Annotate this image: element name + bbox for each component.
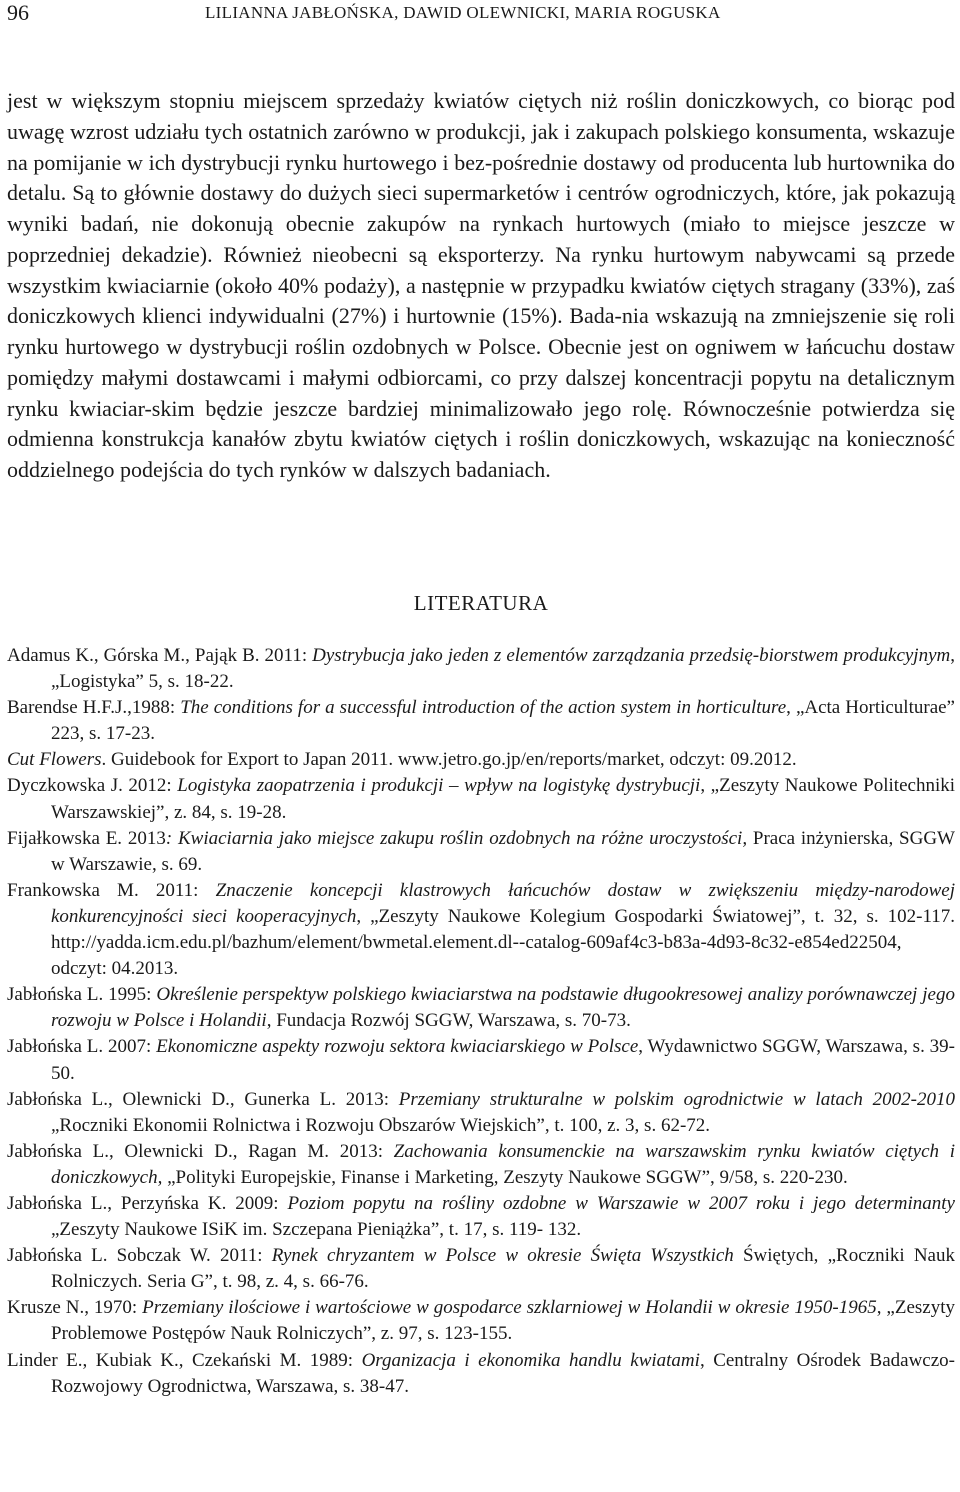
header-authors: LILIANNA JABŁOŃSKA, DAWID OLEWNICKI, MARIA ROGUSKA [205,3,721,22]
ref-source: , „Acta Horticulturae” 223, s. 17-23. [51,697,955,745]
ref-source: „Polityki Europejskie, Finanse i Marketing, Zeszyty Naukowe SGGW”, 9/58, s. 220-230. [162,1166,848,1188]
ref-source: „Roczniki Ekonomii Rolnictwa i Rozwoju Obszarów Wiejskich”, t. 100, z. 3, s. 62-72. [51,1114,711,1136]
running-header [7,0,955,40]
ref-authors: Jabłońska L. 1995: [7,984,157,1006]
ref-title: Rynek chryzantem w Polsce w okresie Święta Wszystkich [271,1245,734,1267]
ref-source: , „Zeszyty Problemowe Postępów Nauk Rolniczych”, z. 97, s. 123-155. [51,1297,956,1345]
ref-authors: Krusze N., 1970: [7,1297,143,1319]
reference-item [7,773,955,825]
ref-source: Praca inżynierska, SGGW w Warszawie, s. 69. [51,827,955,875]
reference-item [7,1243,955,1295]
ref-source: Świętych, „Roczniki Nauk Rolniczych. Seria G”, t. 98, z. 4, s. 66-76. [51,1245,955,1293]
ref-title: Przemiany ilościowe i wartościowe w gospodarce szklarniowej w Holandii w okresie 1950-1965 [142,1297,877,1319]
ref-source: , Fundacja Rozwój SGGW, Warszawa, s. 70-73. [266,1010,631,1032]
ref-title: Przemiany strukturalne w polskim ogrodnictwie w latach 2002-2010 [398,1088,955,1110]
ref-title: Znaczenie koncepcji klastrowych łańcuchów dostaw w zwiększeniu między-narodowej konkurencyjności sieci kooperacyjnych [51,879,956,927]
ref-authors: Jabłońska L., Olewnicki D., Ragan M. 2013: [7,1140,394,1162]
ref-authors: Jabłońska L. Sobczak W. 2011: [7,1245,272,1267]
page [7,0,956,1397]
ref-title: Dystrybucja jako jeden z elementów zarządzania przedsię-biorstwem produkcyjnym [312,645,951,666]
ref-title: Logistyka zaopatrzenia i produkcji – wpływ na logistykę dystrybucji [177,775,701,797]
ref-authors: Jabłońska L., Perzyńska K. 2009: [7,1192,288,1214]
ref-title: Cut Flowers [7,749,102,771]
body-paragraph: jest w większym stopniu miejscem sprzedaży kwiatów ciętych niż roślin doniczkowych, co biorąc pod uwagę wzrost udziału tych ostatnich zarówno w produkcji, jak i zakupach polskiego konsumenta, wskazuje na pomijanie w ich dystrybucji rynku hurtowego i bez-pośrednie dostawy od producenta lub hurtownika do detalu. Są to głównie dostawy do dużych sieci supermarketów i centrów ogrodniczych, które, jak pokazują wyniki badań, nie dokonują obecnie zakupów na rynkach hurtowych (miało to miejsce jeszcze w poprzedniej dekadzie). Również nieobecni są eksporterzy. Na rynku hurtowym nabywcami są przede wszystkim kwiaciarnie (około 40% podaży), a następnie w przypadku kwiatów ciętych stragany (33%), zaś doniczkowych klienci indywidualni (27%) i hurtownie (15%). Bada-nia wskazują na zmniejszenie się roli rynku hurtowego w dystrybucji roślin ozdobnych w Polsce. Obecnie jest on ogniwem w łańcuchu dostaw pomiędzy małymi dostawcami i małymi odbiorcami, co przy dalszej koncentracji popytu na detalicznym rynku kwiaciar-skim będzie jeszcze bardziej minimalizowało jego rolę. Równocześnie potwierdza się odmienna konstrukcja kanałów zbytu kwiatów ciętych i roślin doniczkowych, wskazując na konieczność oddzielnego podejścia do tych rynków w dalszych badaniach. [7,88,955,482]
ref-source: , Centralny Ośrodek Badawczo-Rozwojowy Ogrodnictwa, Warszawa, s. 38-47. [51,1349,955,1397]
ref-authors: Jabłońska L. 2007: [7,1036,157,1058]
ref-title: Organizacja i ekonomika handlu kwiatami [361,1349,700,1371]
ref-source: , Wydawnictwo SGGW, Warszawa, s. 39-50. [51,1036,955,1084]
ref-source: , „Zeszyty Naukowe Politechniki Warszawskiej”, z. 84, s. 19-28. [51,775,956,823]
ref-authors: Barendse H.F.J.,1988: [7,697,181,719]
reference-item [7,1087,955,1139]
ref-authors: Dyczkowska J. 2012: [7,775,178,797]
ref-source: „Zeszyty Naukowe ISiK im. Szczepana Pieniążka”, t. 17, s. 119- 132. [51,1219,582,1241]
literature-heading: LITERATURA [413,591,549,615]
ref-authors: Fijałkowska E. 2013 [7,827,166,849]
ref-source: . Guidebook for Export to Japan 2011. www.jetro.go.jp/en/reports/market, odczyt: 09.2012. [101,749,797,771]
ref-authors: Jabłońska L., Olewnicki D., Gunerka L. 2013: [7,1088,399,1110]
reference-item [7,1295,955,1347]
reference-item [7,643,955,695]
ref-authors: Frankowska M. 2011: [7,879,216,901]
reference-item [7,695,955,747]
reference-item [7,1191,955,1243]
ref-title: Poziom popytu na rośliny ozdobne w Warszawie w 2007 roku i jego determinanty [287,1192,955,1214]
reference-item [7,878,955,982]
reference-item [7,1034,955,1086]
page-number: 96 [7,0,29,25]
reference-item [7,747,955,773]
ref-title: Ekonomiczne aspekty rozwoju sektora kwiaciarskiego w Polsce [156,1036,639,1058]
reference-list [7,643,955,1400]
ref-title: : Kwiaciarnia jako miejsce zakupu roślin ozdobnych na różne uroczystości, [165,827,748,849]
ref-title: Zachowania konsumenckie na warszawskim rynku kwiatów ciętych i doniczkowych, [51,1140,955,1188]
ref-authors: Linder E., Kubiak K., Czekański M. 1989: [7,1349,362,1371]
reference-item [7,1348,955,1400]
reference-item [7,982,955,1034]
reference-item [7,826,955,878]
ref-authors: Adamus K., Górska M., Pająk B. 2011: [7,645,313,666]
ref-title: The conditions for a successful introduction of the action system in horticulture [180,697,787,719]
ref-title: Określenie perspektyw polskiego kwiaciarstwa na podstawie długookresowej analizy porównawczej jego rozwoju w Polsce i Holandii [51,984,955,1032]
ref-source: , „Zeszyty Naukowe Kolegium Gospodarki Światowej”, t. 32, s. 102-117. http://yadda.icm.edu.pl/bazhum/element/bwmetal.element.dl--catalog-609af4c3-b83a-4d93-8c32-e854ed22504, odczyt: 04.2013. [51,905,955,980]
reference-item [7,1139,955,1191]
ref-source: , „Logistyka” 5, s. 18-22. [51,645,955,693]
